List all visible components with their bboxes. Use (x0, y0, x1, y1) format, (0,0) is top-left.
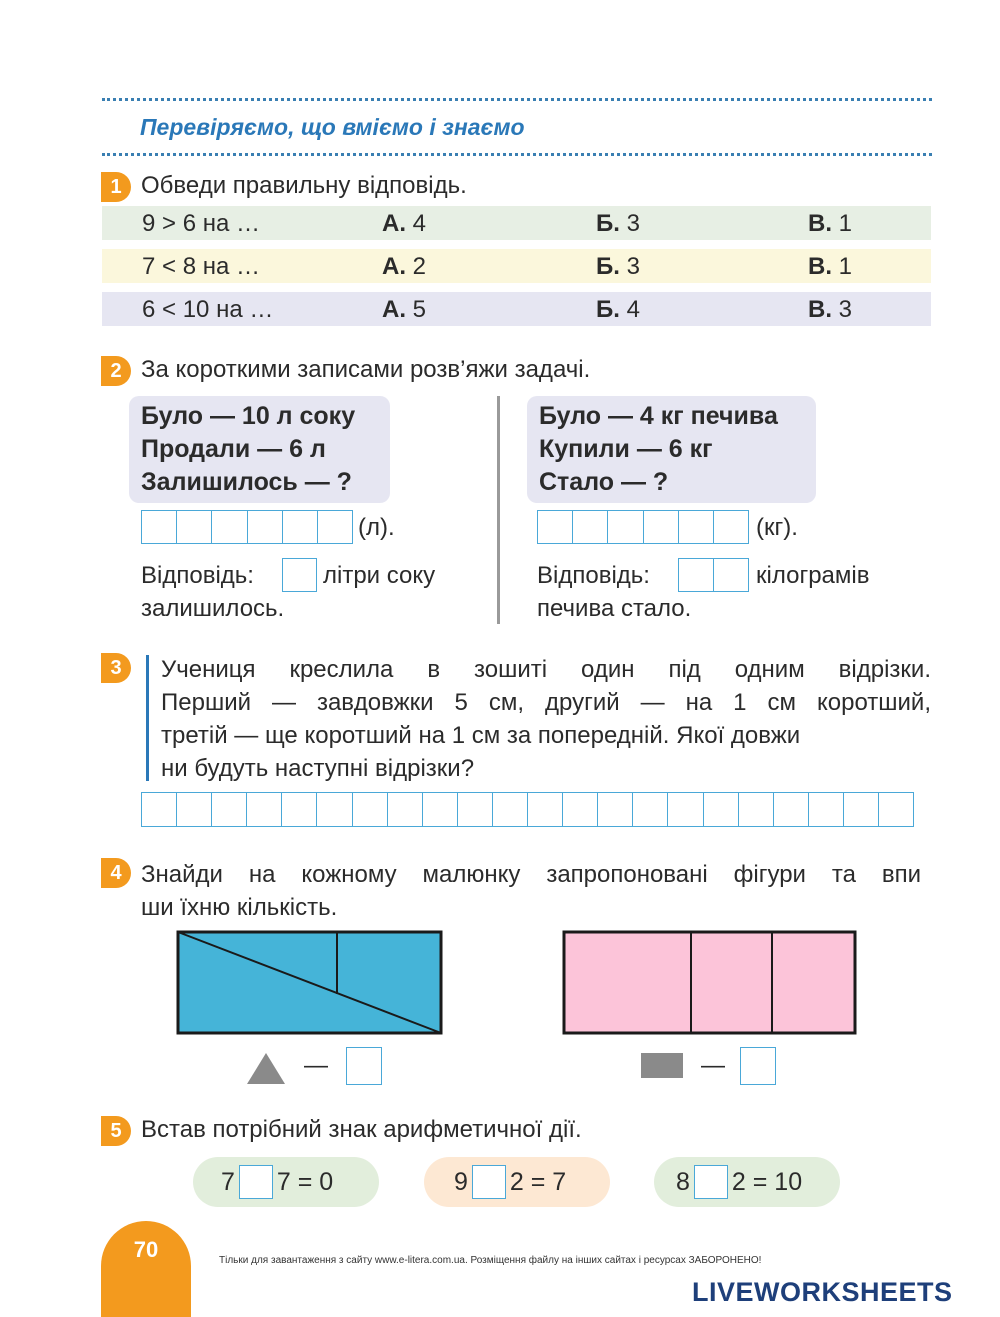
task3-answer-cells[interactable] (141, 792, 914, 827)
task3-badge: 3 (101, 653, 131, 683)
task4-instruction: Знайди на кожному малюнку запропоновані фігури та впи ши їхню кількість. (141, 861, 921, 921)
task2-left-answer-box[interactable] (282, 558, 317, 592)
task2-right-note: Було — 4 кг печива Купили — 6 кг Стало — ? (527, 396, 816, 503)
task2-left-answer-suffix: літри соку (323, 562, 436, 589)
task3-text: Учениця креслила в зошиті один під одним відрізки. Перший — завдовжки 5 см, другий — на 1 см коротший, третій — ще коротший на 1 см за попередній. Якої довжи ни будуть наступні відрізки? (161, 656, 931, 782)
task1-instruction: Обведи правильну відповідь. (141, 172, 467, 199)
task1-row-3 (102, 292, 931, 326)
task2-right-answer-prefix: Відповідь: (537, 562, 650, 589)
option-b[interactable]: Б. 3 (596, 210, 640, 237)
footer-copyright-note: Тільки для завантаження з сайту www.e-litera.com.ua. Розміщення файлу на інших сайтах і ресурсах ЗАБОРОНЕНО! (219, 1255, 762, 1266)
task3-side-bar (146, 655, 149, 781)
task1-row-1 (102, 206, 931, 240)
task2-left-unit: (л). (358, 514, 395, 541)
rectangle-icon (641, 1053, 683, 1078)
task2-right-answer-suffix: кілограмів (756, 562, 870, 589)
task4-rectangle-count-box[interactable] (740, 1047, 776, 1085)
task5-expression-2: 9 2 = 7 (424, 1157, 610, 1207)
triangle-icon (246, 1051, 286, 1085)
operator-box[interactable] (239, 1165, 273, 1199)
task2-right-unit: (кг). (756, 514, 798, 541)
task2-separator (497, 396, 500, 624)
question: 9 > 6 на … (142, 210, 260, 237)
task4-left-dash: — (304, 1052, 328, 1079)
task4-blue-figure (176, 930, 444, 1036)
task2-left-answer-prefix: Відповідь: (141, 562, 254, 589)
question: 6 < 10 на … (142, 296, 274, 323)
option-c[interactable]: В. 1 (808, 253, 853, 280)
option-b[interactable]: Б. 3 (596, 253, 640, 280)
task2-left-answer-line2: залишилось. (141, 595, 285, 622)
task1-badge: 1 (101, 172, 131, 202)
option-b[interactable]: Б. 4 (596, 296, 640, 323)
option-c[interactable]: В. 1 (808, 210, 853, 237)
task2-badge: 2 (101, 356, 131, 386)
task2-left-answer-cells[interactable] (141, 510, 353, 544)
question: 7 < 8 на … (142, 253, 260, 280)
task2-right-answer-line2: печива стало. (537, 595, 692, 622)
top-dotted-divider (102, 98, 932, 101)
task5-expression-1: 7 7 = 0 (193, 1157, 379, 1207)
task2-right-answer-cells[interactable] (537, 510, 749, 544)
task2-left-note: Було — 10 л соку Продали — 6 л Залишилось — ? (129, 396, 390, 503)
task4-right-dash: — (701, 1052, 725, 1079)
page-number-tab (101, 1221, 191, 1317)
option-c[interactable]: В. 3 (808, 296, 853, 323)
operator-box[interactable] (694, 1165, 728, 1199)
page-number: 70 (133, 1237, 159, 1262)
operator-box[interactable] (472, 1165, 506, 1199)
task5-instruction: Встав потрібний знак арифметичної дії. (141, 1116, 582, 1143)
liveworksheets-logo: LIVEWORKSHEETS (692, 1277, 953, 1307)
task4-badge: 4 (101, 858, 131, 888)
section-title: Перевіряємо, що вміємо і знаємо (140, 114, 525, 140)
task2-instruction: За короткими записами розв’яжи задачі. (141, 356, 591, 383)
task1-row-2 (102, 249, 931, 283)
task5-badge: 5 (101, 1116, 131, 1146)
option-a[interactable]: А. 4 (382, 210, 427, 237)
task4-triangle-count-box[interactable] (346, 1047, 382, 1085)
task4-pink-figure (562, 930, 858, 1036)
task5-expression-3: 8 2 = 10 (654, 1157, 840, 1207)
option-a[interactable]: А. 5 (382, 296, 427, 323)
task2-right-answer-box[interactable] (678, 558, 749, 592)
bottom-dotted-divider (102, 153, 932, 156)
option-a[interactable]: А. 2 (382, 253, 427, 280)
